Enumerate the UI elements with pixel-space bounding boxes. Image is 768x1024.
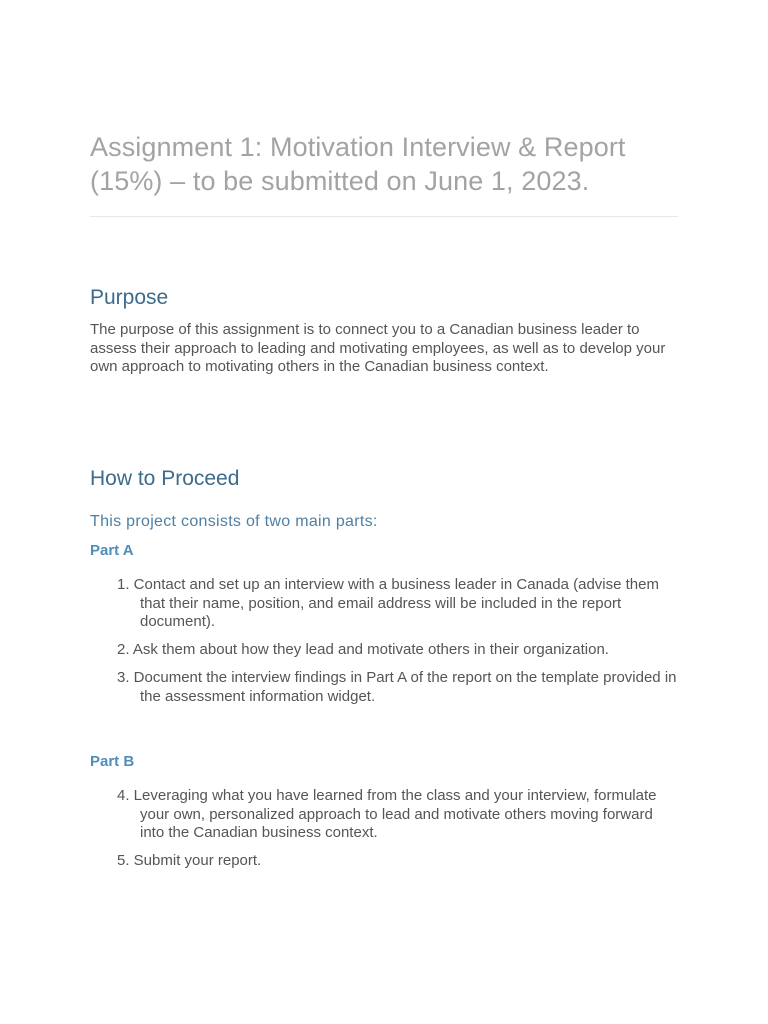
purpose-text: The purpose of this assignment is to connect you to a Canadian business leader to assess their approach to leading and motivating employees, as well as to develop your own approach to motivating others in the Canadian business context. xyxy=(90,321,666,375)
title-divider xyxy=(90,216,678,217)
list-item: 5. Submit your report. xyxy=(117,852,262,869)
part-b-label: Part B xyxy=(90,753,135,770)
list-item: 1. Contact and set up an interview with a business leader in Canada (advise them that their name, position, and email address will be included in the report document). xyxy=(117,576,659,630)
list-item: 2. Ask them about how they lead and motivate others in their organization. xyxy=(117,641,609,658)
list-item: 3. Document the interview findings in Part A of the report on the template provided in the assessment information widget. xyxy=(117,669,677,705)
how-to-proceed-heading: How to Proceed xyxy=(90,467,240,490)
list-item: 4. Leveraging what you have learned from the class and your interview, formulate your own, personalized approach to lead and motivate others moving forward into the Canadian business context. xyxy=(117,787,657,841)
project-intro: This project consists of two main parts: xyxy=(90,513,378,530)
part-a-label: Part A xyxy=(90,542,134,559)
purpose-heading: Purpose xyxy=(90,286,169,309)
page-title: Assignment 1: Motivation Interview & Report (15%) – to be submitted on June 1, 2023. xyxy=(90,132,626,196)
